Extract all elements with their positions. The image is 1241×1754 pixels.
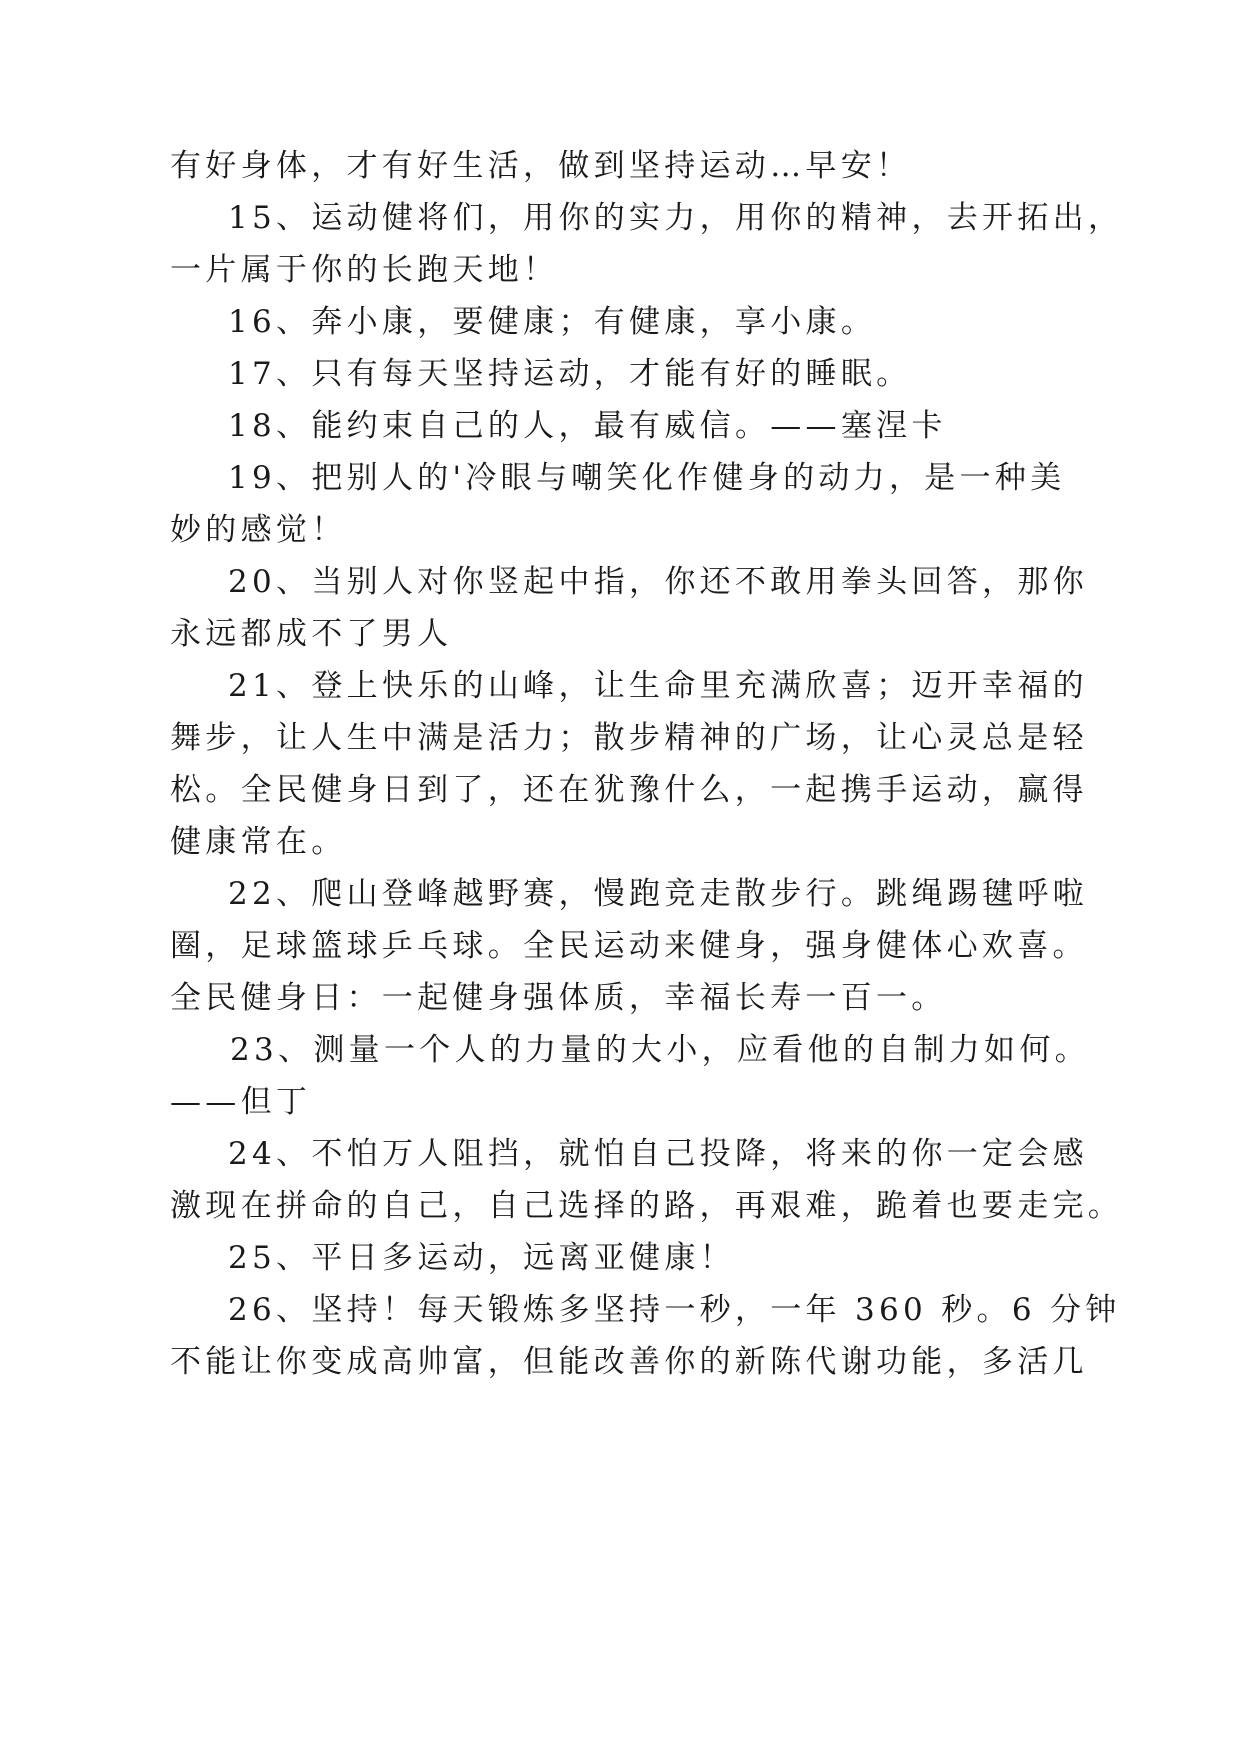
text-line: 26、坚持！每天锻炼多坚持一秒，一年 360 秒。6 分钟	[228, 1292, 1121, 1328]
text-line: 20、当别人对你竖起中指，你还不敢用拳头回答，那你	[228, 564, 1088, 600]
text-line: 松。全民健身日到了，还在犹豫什么，一起携手运动，赢得	[170, 772, 1088, 808]
text-line: 21、登上快乐的山峰，让生命里充满欣喜；迈开幸福的	[228, 668, 1088, 704]
text-line: 18、能约束自己的人，最有威信。——塞涅卡	[228, 408, 947, 444]
text-line: 圈，足球篮球乒乓球。全民运动来健身，强身健体心欢喜。	[170, 928, 1088, 964]
text-line: 25、平日多运动，远离亚健康！	[228, 1240, 735, 1276]
text-line: 全民健身日：一起健身强体质，幸福长寿一百一。	[170, 980, 947, 1016]
text-line: 永远都成不了男人	[170, 616, 453, 652]
text-line: 不能让你变成高帅富，但能改善你的新陈代谢功能，多活几	[170, 1344, 1088, 1380]
text-line: 妙的感觉！	[170, 512, 347, 548]
text-line: 22、爬山登峰越野赛，慢跑竞走散步行。跳绳踢毽呼啦	[228, 876, 1088, 912]
text-line: 16、奔小康，要健康；有健康，享小康。	[228, 304, 877, 340]
text-line: 15、运动健将们，用你的实力，用你的精神，去开拓出，	[228, 200, 1124, 236]
text-line: 舞步，让人生中满是活力；散步精神的广场，让心灵总是轻	[170, 720, 1088, 756]
text-line: 24、不怕万人阻挡，就怕自己投降，将来的你一定会感	[228, 1136, 1088, 1172]
text-line: 19、把别人的'冷眼与嘲笑化作健身的动力，是一种美	[228, 460, 1066, 496]
text-line: 17、只有每天坚持运动，才能有好的睡眠。	[228, 356, 912, 392]
text-line: 23、测量一个人的力量的大小，应看他的自制力如何。	[230, 1032, 1090, 1068]
text-line: 健康常在。	[170, 824, 347, 860]
text-line: 激现在拼命的自己，自己选择的路，再艰难，跪着也要走完。	[170, 1188, 1124, 1224]
text-line: 有好身体，才有好生活，做到坚持运动…早安！	[170, 148, 912, 184]
text-line: 一片属于你的长跑天地！	[170, 252, 559, 288]
text-line: ——但丁	[170, 1084, 312, 1120]
